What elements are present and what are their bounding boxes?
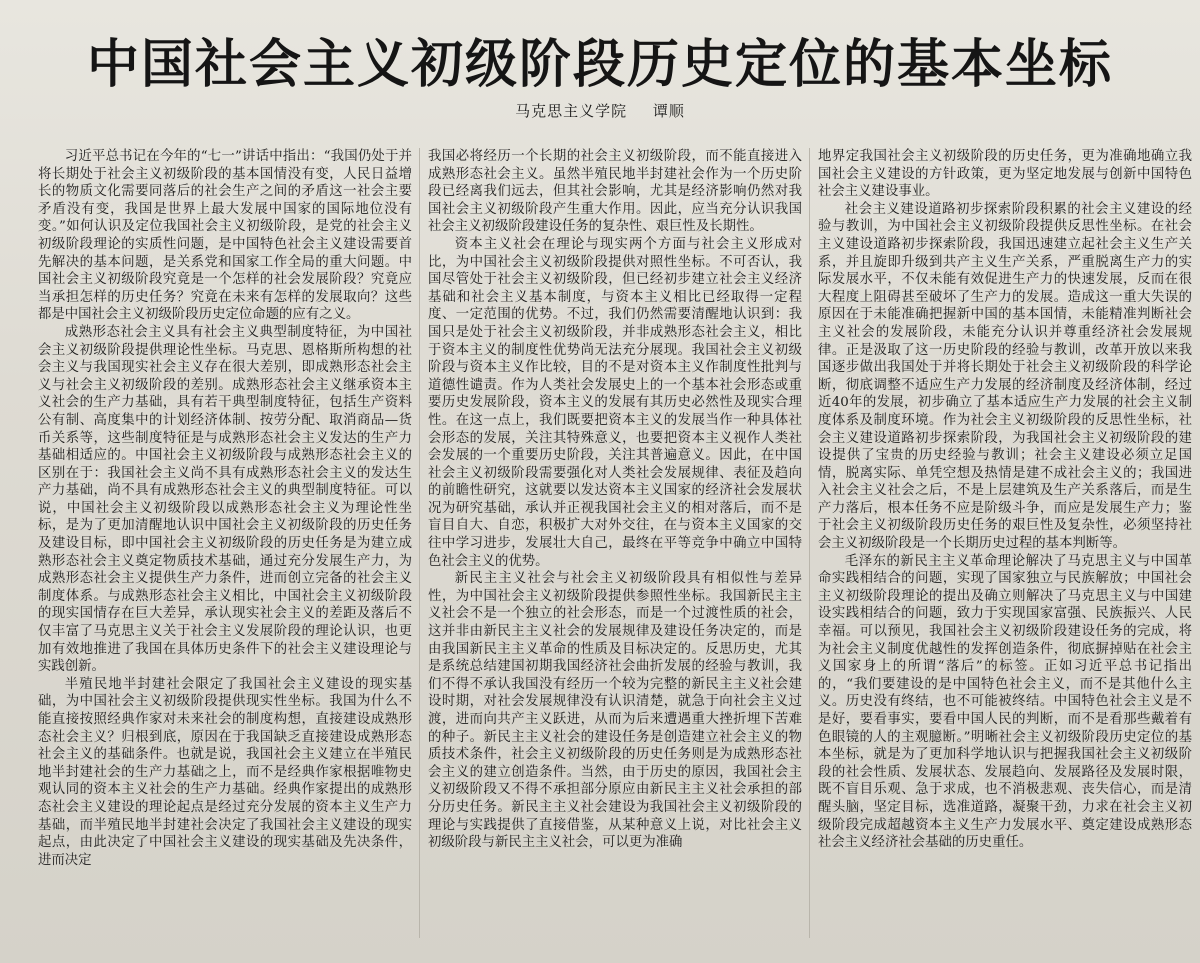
author-name: 谭顺 (652, 102, 685, 120)
article-column-2 (428, 148, 802, 948)
paragraph: 习近平总书记在今年的“七一”讲话中指出：“我国仍处于并将长期处于社会主义初级阶段的基本国情没有变，人民日益增长的物质文化需要同落后的社会生产之间的矛盾这一社会主要矛盾没有变，我国是世界上最大发展中国家的国际地位没有变。”如何认识及定位我国社会主义初级阶段，是党的社会主义初级阶段理论的实质性问题，是中国特色社会主义建设需要首先解决的基本问题，是关系党和国家工作全局的重大问题。中国社会主义初级阶段究竟是一个怎样的社会发展阶段？究竟应当承担怎样的历史任务？究竟在未来有怎样的发展取向？这些都是中国社会主义初级阶段历史定位命题的应有之义。 (38, 149, 412, 323)
paragraph: 半殖民地半封建社会限定了我国社会主义建设的现实基础，为中国社会主义初级阶段提供现实性坐标。我国为什么不能直接按照经典作家对未来社会的制度构想，直接建设成熟形态社会主义？归根到底，原因在于我国缺乏直接建设成熟形态社会主义的基础条件。也就是说，我国社会主义建立在半殖民地半封建社会的生产力基础之上，而不是经典作家根据唯物史观认同的资本主义社会的生产力基础。经典作家提出的成熟形态社会主义建设的理论起点是经过充分发展的资本主义生产力基础，而半殖民地半封建社会决定了我国社会主义建设的现实起点，由此决定了中国社会主义建设的现实基础及先决条件，进而决定 (38, 676, 412, 868)
paragraph: 毛泽东的新民主主义革命理论解决了马克思主义与中国革命实践相结合的问题，实现了国家独立与民族解放；中国社会主义初级阶段理论的提出及确立则解决了马克思主义与中国建设实践相结合的问题，致力于实现国家富强、民族振兴、人民幸福。可以预见，我国社会主义初级阶段建设任务的完成，将为社会主义制度优越性的发挥创造条件，彻底摒掉贴在社会主义国家身上的所谓“落后”的标签。正如习近平总书记指出的，“我们要建设的是中国特色社会主义，而不是其他什么主义。历史没有终结，也不可能被终结。中国特色社会主义是不是好，要看事实，要看中国人民的判断，而不是看那些戴着有色眼镜的人的主观臆断。”明晰社会主义初级阶段历史定位的基本坐标，就是为了更加科学地认识与把握我国社会主义初级阶段的社会性质、发展状态、发展趋向、发展路径及发展时限，既不盲目乐观、急于求成，也不消极悲观、丧失信心，而是清醒头脑，坚定目标，选准道路，凝聚干劲，力求在社会主义初级阶段完成超越资本主义生产力发展水平、奠定建设成熟形态社会主义经济社会基础的历史重任。 (818, 553, 1192, 851)
article-title: 中国社会主义初级阶段历史定位的基本坐标 (86, 35, 1113, 95)
author-affiliation: 马克思主义学院 (515, 102, 628, 120)
paragraph: 社会主义建设道路初步探索阶段积累的社会主义建设的经验与教训，为中国社会主义初级阶段提供反思性坐标。在社会主义建设道路初步探索阶段，我国迅速建立起社会主义生产关系，并且旋即升级到共产主义生产关系，严重脱离生产力的实际发展水平，不仅未能有效促进生产力的快速发展，反而在很大程度上阻碍甚至破坏了生产力的发展。造成这一重大失误的原因在于未能准确把握新中国的基本国情，未能精准判断社会主义社会的发展阶段，未能充分认识并尊重经济社会发展规律。正是汲取了这一历史阶段的经验与教训，改革开放以来我国逐步做出我国处于并将长期处于社会主义初级阶段的科学论断，彻底调整不适应生产力发展的经济制度及经济体制，经过近40年的发展，初步确立了基本适应生产力发展的社会主义制度体系及制度环境。作为社会主义初级阶段的反思性坐标，社会主义建设道路初步探索阶段，为我国社会主义初级阶段的建设提供了宝贵的历史经验与教训；社会主义建设必须立足国情，脱离实际、单凭空想及热情是建不成社会主义的；我国进入社会主义社会之后，不是上层建筑及生产关系落后，而是生产力落后，根本任务不应是阶级斗争，而应是发展生产力；鉴于社会主义初级阶段历史任务的艰巨性及复杂性，必须坚持社会主义初级阶段是一个长期历史过程的基本判断等。 (818, 201, 1192, 552)
paragraph: 成熟形态社会主义具有社会主义典型制度特征，为中国社会主义初级阶段提供理论性坐标。马克思、恩格斯所构想的社会主义与我国现实社会主义存在很大差别，即成熟形态社会主义与社会主义初级阶段的差别。成熟形态社会主义继承资本主义社会的生产力基础，具有若干典型制度特征，包括生产资料公有制、高度集中的计划经济体制、按劳分配、取消商品—货币关系等，这些制度特征是与成熟形态社会主义发达的生产力基础相适应的。中国社会主义初级阶段与成熟形态社会主义的区别在于：我国社会主义尚不具有成熟形态社会主义的发达生产力基础，尚不具有成熟形态社会主义的典型制度特征。可以说，中国社会主义初级阶段以成熟形态社会主义为理论性坐标，是为了更加清醒地认识中国社会主义初级阶段的历史任务及建设目标，即中国社会主义初级阶段的历史任务是为建立成熟形态社会主义奠定物质技术基础，通过充分发展生产力，为成熟形态社会主义提供生产力条件，进而创立完备的社会主义制度体系。与成熟形态社会主义相比，中国社会主义初级阶段的现实国情存在巨大差异，承认现实社会主义的差距及落后不仅丰富了马克思主义关于社会主义发展阶段的理论认识，也更加有效地推进了我国在具体历史条件下的社会主义建设理论与实践创新。 (38, 324, 412, 675)
column-divider (419, 148, 420, 938)
paragraph: 我国必将经历一个长期的社会主义初级阶段，而不能直接进入成熟形态社会主义。虽然半殖民地半封建社会作为一个历史阶段已经离我们远去，但其社会影响，尤其是经济影响仍然对我国社会主义初级阶段产生重大作用。因此，应当充分认识我国社会主义初级阶段建设任务的复杂性、艰巨性及长期性。 (428, 149, 802, 235)
byline (0, 100, 1200, 121)
article-column-3 (818, 148, 1192, 948)
paragraph: 新民主主义社会与社会主义初级阶段具有相似性与差异性，为中国社会主义初级阶段提供参照性坐标。我国新民主主义社会不是一个独立的社会形态，而是一个过渡性质的社会，这并非由新民主主义社会的发展规律及建设任务决定的，而是由我国新民主主义革命的性质及目标决定的。反思历史，尤其是系统总结建国初期我国经济社会曲折发展的经验与教训，我们不得不承认我国没有经历一个较为完整的新民主主义社会建设时期，对社会发展规律没有认识清楚，就急于向社会主义过渡，进而向共产主义跃进，从而为后来遭遇重大挫折埋下苦难的种子。新民主主义社会的建设任务是创造建立社会主义的物质技术条件，社会主义初级阶段的历史任务则是为成熟形态社会主义的建立创造条件。当然，由于历史的原因，我国社会主义初级阶段又不得不承担部分原应由新民主主义社会承担的部分历史任务。新民主主义社会建设为我国社会主义初级阶段的理论与实践提供了直接借鉴，从某种意义上说，对比社会主义初级阶段与新民主主义社会，可以更为准确 (428, 571, 802, 851)
paragraph: 地界定我国社会主义初级阶段的历史任务，更为准确地确立我国社会主义建设的方针政策，更为坚定地发展与创新中国特色社会主义建设事业。 (818, 149, 1192, 200)
article-column-1 (38, 148, 412, 948)
paragraph: 资本主义社会在理论与现实两个方面与社会主义形成对比，为中国社会主义初级阶段提供对照性坐标。不可否认，我国尽管处于社会主义初级阶段，但已经初步建立社会主义经济基础和社会主义基本制度，与资本主义相比已经取得一定程度、一定范围的优势。不过，我们仍然需要清醒地认识到：我国只是处于社会主义初级阶段，并非成熟形态社会主义，相比于资本主义的制度性优势尚无法充分展现。我国社会主义初级阶段与资本主义作比较，目的不是对资本主义作制度性批判与道德性谴责。作为人类社会发展史上的一个基本社会形态或重要历史发展阶段，资本主义的发展有其历史必然性及现实合理性。在这一点上，我们既要把资本主义的发展当作一种具体社会形态的发展，关注其特殊意义，也要把资本主义视作人类社会发展的一个重要历史阶段，关注其普遍意义。因此，在中国社会主义初级阶段需要强化对人类社会发展规律、表征及趋向的前瞻性研究，这就要以发达资本主义国家的经济社会发展状况为研究基础，承认并正视我国社会主义的相对落后，而不是盲目自大、自恋，积极扩大对外交往，在与资本主义国家的交往中学习进步，发展壮大自己，最终在平等竞争中确立中国特色社会主义的优势。 (428, 236, 802, 569)
column-divider (809, 148, 810, 938)
